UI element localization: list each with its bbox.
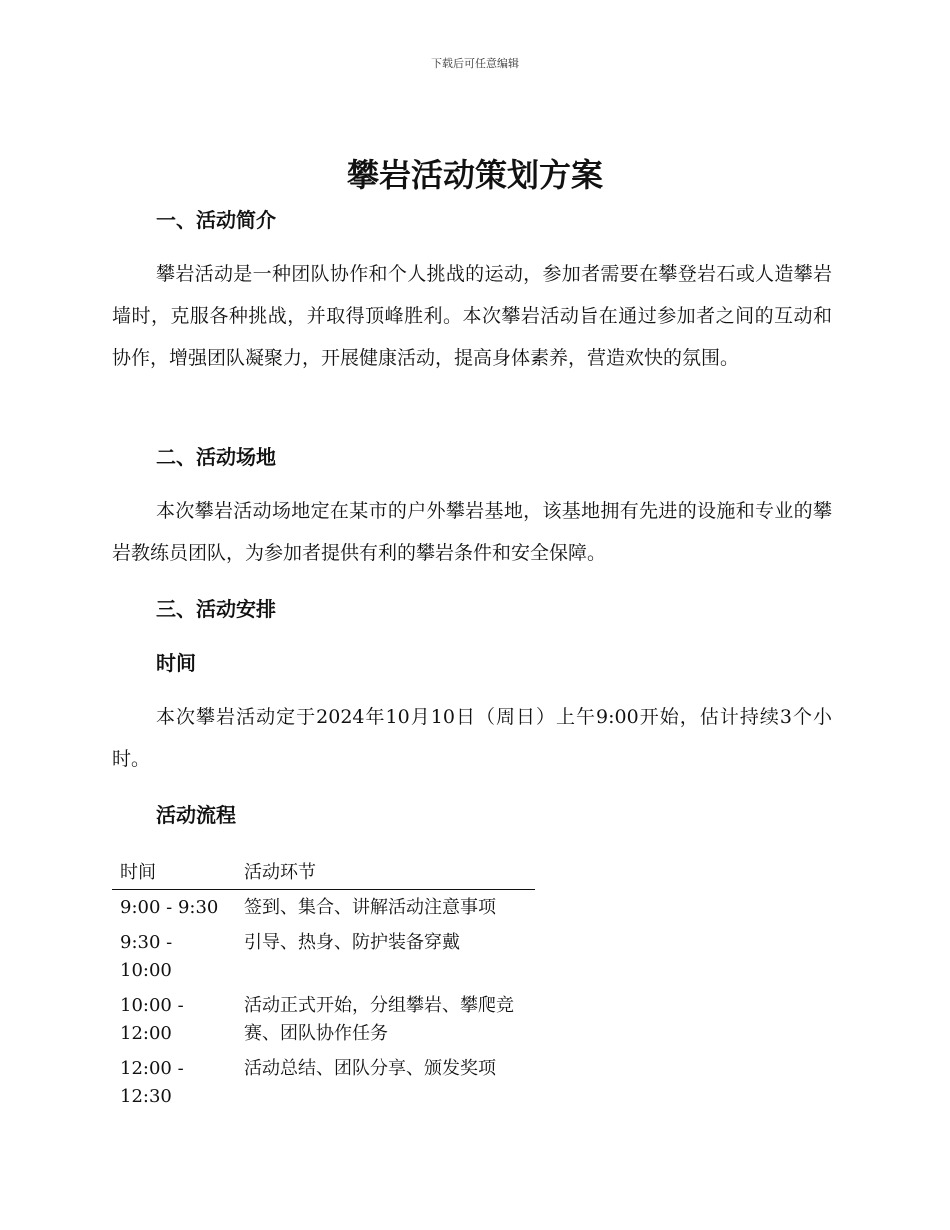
section-heading-schedule: 三、活动安排 (156, 597, 276, 621)
table-row (112, 890, 535, 926)
subsection-time-body (112, 696, 832, 780)
intro-paragraph: 攀岩活动是一种团队协作和个人挑战的运动，参加者需要在攀登岩石或人造攀岩墙时，克服各种挑战，并取得顶峰胜利。本次攀岩活动旨在通过参加者之间的互动和协作，增强团队凝聚力，开展健康活动，提高身体素养，营造欢快的氛围。 (112, 263, 832, 369)
table-cell-time: 12:00 - 12:30 (120, 1058, 184, 1107)
subsection-time (112, 648, 832, 678)
section-intro (112, 205, 832, 235)
subsection-heading-time: 时间 (156, 651, 196, 675)
table-row (112, 925, 535, 988)
table-cell-activity: 活动正式开始，分组攀岩、攀爬竞赛、团队协作任务 (244, 995, 514, 1044)
section-heading-venue: 二、活动场地 (156, 445, 276, 469)
subsection-heading-flow: 活动流程 (156, 803, 236, 827)
document-title: 攀岩活动策划方案 (346, 156, 603, 194)
section-schedule (112, 594, 832, 624)
table-cell-activity: 引导、热身、防护装备穿戴 (244, 932, 460, 953)
table-cell-activity: 活动总结、团队分享、颁发奖项 (244, 1058, 496, 1079)
table-cell-activity: 签到、集合、讲解活动注意事项 (244, 897, 496, 918)
table-cell-time: 10:00 - 12:00 (120, 995, 184, 1044)
table-cell-time: 9:30 - 10:00 (120, 932, 173, 981)
table-row (112, 1051, 535, 1114)
section-intro-body (112, 253, 832, 379)
table-header-row (112, 855, 535, 890)
header-note: 下载后可任意编辑 (431, 57, 519, 70)
table-header-time: 时间 (112, 855, 236, 890)
time-paragraph: 本次攀岩活动定于2024年10月10日（周日）上午9:00开始，估计持续3个小时。 (112, 706, 832, 770)
subsection-flow (112, 800, 832, 830)
section-venue (112, 442, 832, 472)
table-row (112, 988, 535, 1051)
table-header-activity: 活动环节 (236, 855, 535, 890)
section-heading-intro: 一、活动简介 (156, 208, 276, 232)
activity-flow-table (112, 855, 535, 1114)
table-cell-time: 9:00 - 9:30 (120, 897, 219, 918)
section-venue-body (112, 490, 832, 574)
venue-paragraph: 本次攀岩活动场地定在某市的户外攀岩基地，该基地拥有先进的设施和专业的攀岩教练员团队，为参加者提供有利的攀岩条件和安全保障。 (112, 500, 832, 564)
